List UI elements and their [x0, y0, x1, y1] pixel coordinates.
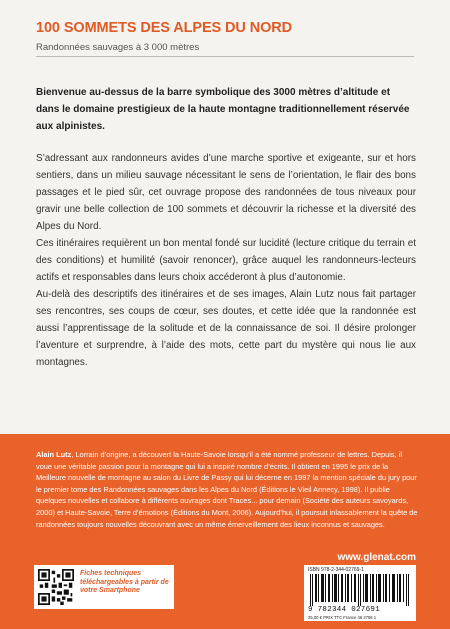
body-text — [36, 150, 416, 371]
qr-label: Fiches techniques téléchargeables à partir de votre Smartphone — [80, 570, 169, 594]
barcode-panel — [304, 565, 416, 621]
author-name: Alain Lutz — [36, 450, 72, 459]
qr-panel — [34, 565, 174, 609]
book-subtitle: Randonnées sauvages à 3 000 mètres — [36, 42, 200, 53]
isbn-text: ISBN 978-2-344-02769-1 — [308, 567, 364, 573]
title-divider — [36, 56, 414, 57]
lead-paragraph: Bienvenue au-dessus de la barre symbolique des 3000 mètres d’altitude et dans le domaine prestigieux de la haute montagne traditionnellement réservée aux alpinistes. — [36, 87, 410, 132]
paragraph-3: Au-delà des descriptifs des itinéraires et de ses images, Alain Lutz nous fait partager ses rencontres, ses coups de cœur, ses doutes, et cette idée que la randonnée est aussi l’apprentissage de la solitude et de la connaissance de soi. Il désire prolonger l’aventure et surprendre, à l’aide des mots, cette part du mystère qui nous lie aux montagnes. — [36, 289, 416, 368]
qr-code-icon[interactable] — [38, 569, 74, 605]
paragraph-1: S’adressant aux randonneurs avides d’une marche sportive et exigeante, sur et hors sentiers, dans un milieu sauvage nécessitant le sens de l’orientation, le flair des bons passages et le pied sûr, cet ouvrage propose des randonnées de tous niveaux pour gravir une belle collection de 100 sommets et découvrir la richesse et la diversité des Alpes du Nord. — [36, 153, 416, 232]
author-bio — [36, 449, 418, 530]
paragraph-2: Ces itinéraires requièrent un bon mental fondé sur lucidité (lecture critique du terrain et des conditions) et humilité (savoir renoncer), grâce auquel les randonneurs-lecteurs actifs et responsables dans leurs choix accéderont à plus d’autonomie. — [36, 238, 416, 283]
author-bio-text: , Lorrain d’origine, a découvert la Haute-Savoie lorsqu’il a été nommé professeur de lettres. Depuis, il voue une véritable passion pour la montagne qui lui a inspiré nombre d’écrits. Il obtient en 1995 le prix de la Meilleure nouvelle de montagne au salon du Livre de Passy qui lui décerne en 1997 la mention spéciale du jury pour le premier tome des Randonnées sauvages dans les Alpes du Nord (Éditions le Vieil Annecy, 1998). Il publie quelques nouvelles et collabore à différents ouvrages dont Traces... pour demain (Société des auteurs savoyards, 2000) et Haute-Savoie, Terre d’émotions (Éditions du Mont, 2006). Aujourd’hui, il poursuit inlassablement la quête de randonnées toujours nouvelles découvrant avec un même émerveillement des lieux inconnus et sauvages. — [36, 450, 418, 529]
price-text: 25,00 € PRIX TTC France 46 2756 1 — [308, 615, 377, 620]
barcode-icon — [308, 574, 412, 606]
book-title: 100 SOMMETS DES ALPES DU NORD — [36, 20, 292, 36]
ean-number: 9 782344 027691 — [308, 606, 381, 614]
publisher-website[interactable]: www.glenat.com — [337, 552, 416, 563]
